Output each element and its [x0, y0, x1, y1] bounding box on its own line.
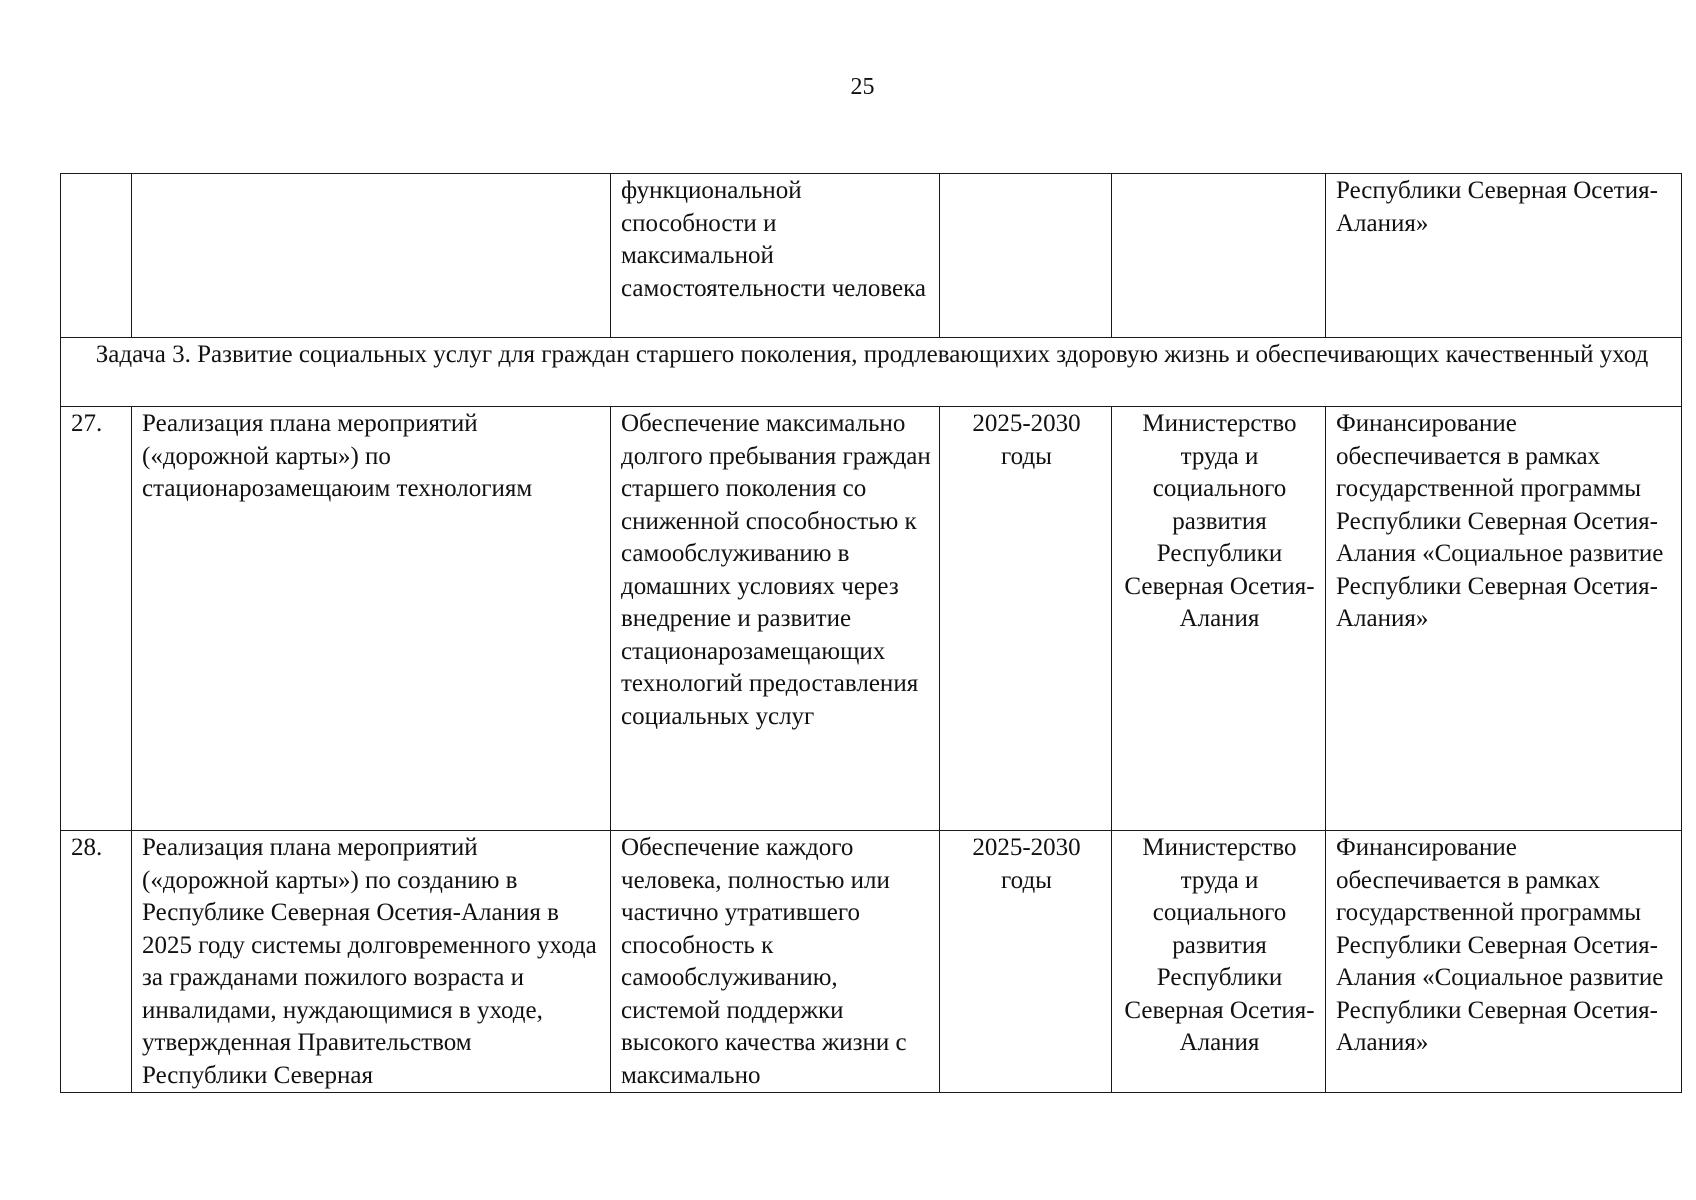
page-number: 25 [850, 74, 875, 100]
cell-result: Обеспечение максимально долгого пребывания граждан старшего поколения со сниженной способностью к самообслуживанию в домашних условиях через внедрение и развитие стационарозамещающих технологий предоставления социальных услуг [611, 407, 940, 831]
cell-funding: Финансирование обеспечивается в рамках государственной программы Республики Северная Осетия-Алания «Социальное развитие Республики Северная Осетия-Алания» [1326, 407, 1682, 831]
cell-term: 2025-2030 годы [940, 407, 1112, 831]
task-heading: Задача 3. Развитие социальных услуг для граждан старшего поколения, продлевающихих здоровую жизнь и обеспечивающих качественный уход [61, 338, 1682, 407]
task-heading-row [61, 338, 1682, 407]
cell-result: Обеспечение каждого человека, полностью или частично утратившего способность к самообслуживанию, системой поддержки высокого качества жизни с максимально [611, 831, 940, 1093]
cell-result: функциональной способности и максимальной самостоятельности человека [611, 174, 940, 338]
table-row [61, 407, 1682, 831]
cell-term [940, 174, 1112, 338]
cell-funding: Финансирование обеспечивается в рамках государственной программы Республики Северная Осетия-Алания «Социальное развитие Республики Северная Осетия-Алания» [1326, 831, 1682, 1093]
cell-funding: Республики Северная Осетия-Алания» [1326, 174, 1682, 338]
cell-executor [1112, 174, 1326, 338]
cell-executor: Министерство труда и социального развития Республики Северная Осетия-Алания [1112, 831, 1326, 1093]
cell-number: 27. [61, 407, 132, 831]
cell-number [61, 174, 132, 338]
cell-term: 2025-2030 годы [940, 831, 1112, 1093]
cell-executor: Министерство труда и социального развития Республики Северная Осетия-Алания [1112, 407, 1326, 831]
cell-action [132, 174, 611, 338]
table-row-continued [61, 174, 1682, 338]
cell-action: Реализация плана мероприятий («дорожной карты») по стационарозамещаюим технологиям [132, 407, 611, 831]
measures-table [60, 173, 1682, 1093]
cell-action: Реализация плана мероприятий («дорожной карты») по созданию в Республике Северная Осетия-Алания в 2025 году системы долговременного ухода за гражданами пожилого возраста и инвалидами, нуждающимися в уходе, утвержденная Правительством Республики Северная [132, 831, 611, 1093]
cell-number: 28. [61, 831, 132, 1093]
table-row [61, 831, 1682, 1093]
